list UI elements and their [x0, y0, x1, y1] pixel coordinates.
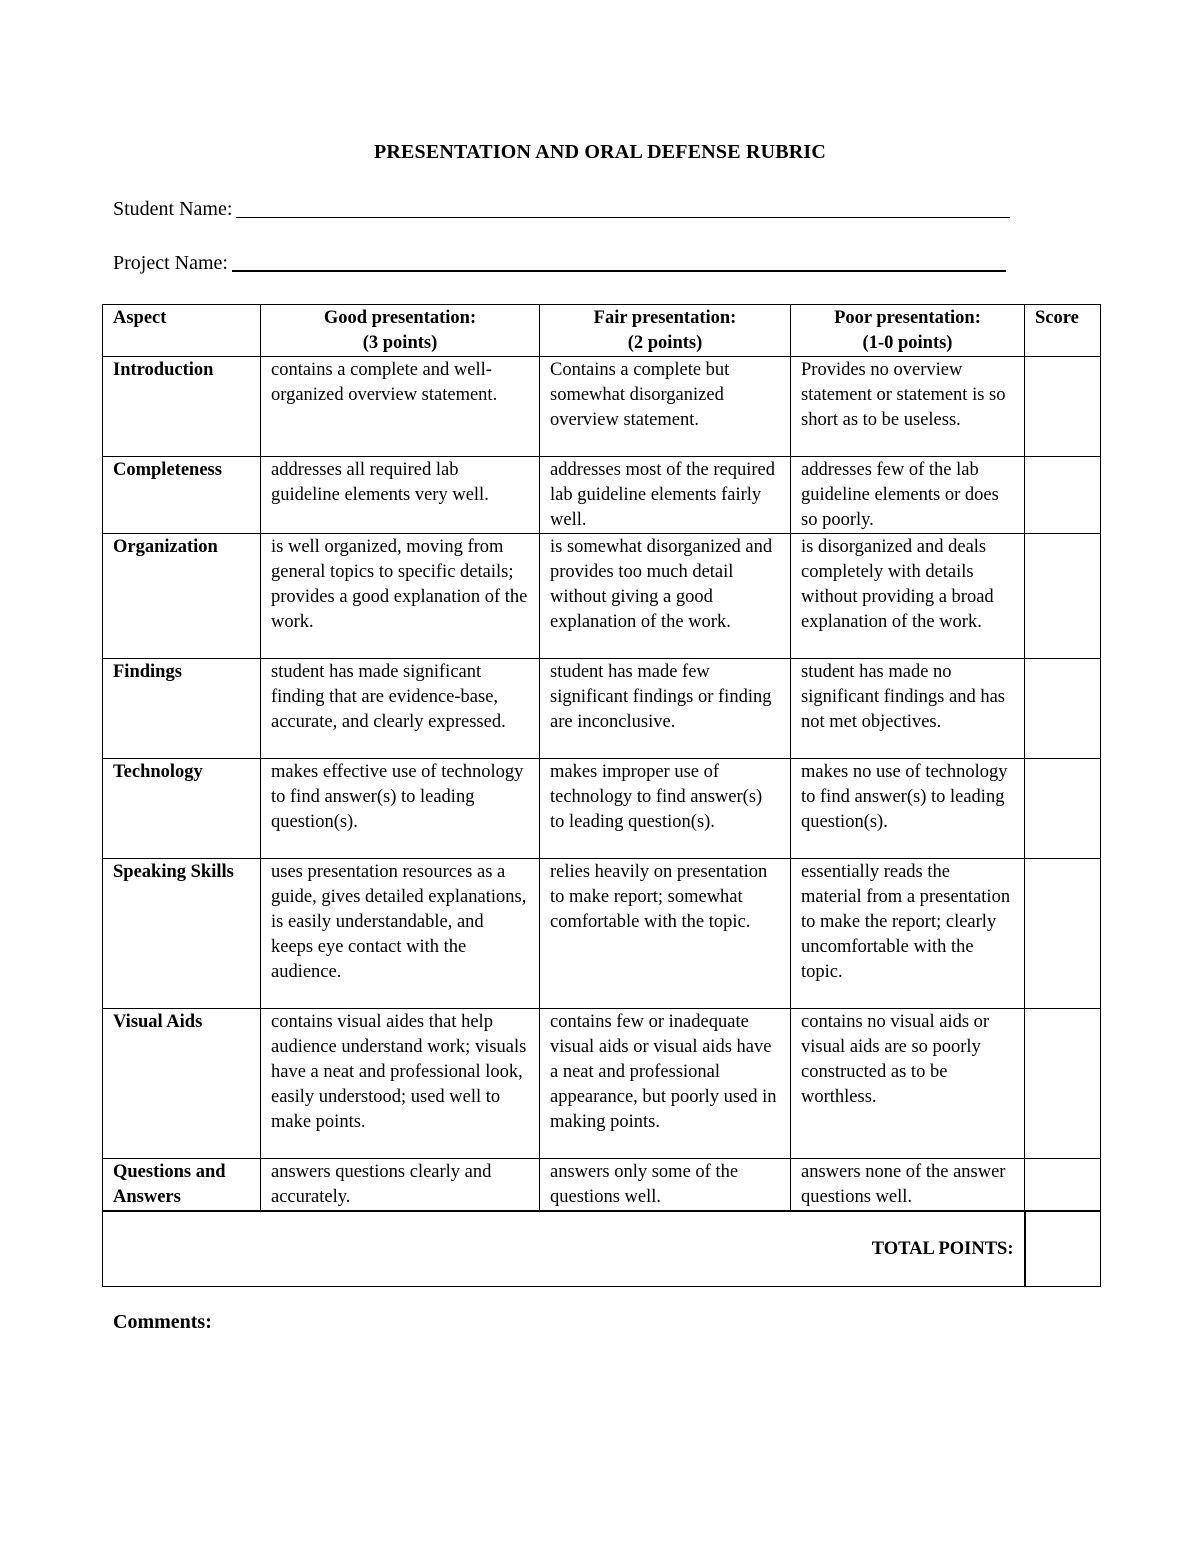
page-title: PRESENTATION AND ORAL DEFENSE RUBRIC	[373, 141, 827, 163]
score-cell[interactable]	[1025, 759, 1101, 859]
table-row	[103, 357, 1101, 457]
fair-cell: relies heavily on presentation to make report; somewhat comfortable with the topic.	[540, 859, 791, 1009]
table-header-row	[103, 305, 1101, 357]
score-cell[interactable]	[1025, 534, 1101, 659]
rubric-table	[102, 304, 1101, 1287]
aspect-cell: Questions and Answers	[103, 1159, 261, 1212]
good-cell: student has made significant finding that are evidence-base, accurate, and clearly expressed.	[261, 659, 540, 759]
table-row	[103, 759, 1101, 859]
header-fair	[540, 305, 791, 357]
student-name-label: Student Name:	[113, 198, 233, 220]
table-row	[103, 534, 1101, 659]
score-cell[interactable]	[1025, 457, 1101, 534]
poor-cell: essentially reads the material from a presentation to make the report; clearly uncomfortable with the topic.	[791, 859, 1025, 1009]
fair-cell: contains few or inadequate visual aids or visual aids have a neat and professional appearance, but poorly used in making points.	[540, 1009, 791, 1159]
project-name-label: Project Name:	[113, 252, 228, 274]
table-row	[103, 457, 1101, 534]
fair-cell: makes improper use of technology to find answer(s) to leading question(s).	[540, 759, 791, 859]
student-name-blank-line	[236, 216, 1010, 218]
aspect-cell: Findings	[103, 659, 261, 759]
header-poor-title: Poor presentation:	[834, 308, 981, 328]
aspect-cell: Introduction	[103, 357, 261, 457]
table-row	[103, 859, 1101, 1009]
poor-cell: is disorganized and deals completely with details without providing a broad explanation of the work.	[791, 534, 1025, 659]
poor-cell: makes no use of technology to find answer(s) to leading question(s).	[791, 759, 1025, 859]
poor-cell: Provides no overview statement or statement is so short as to be useless.	[791, 357, 1025, 457]
fair-cell: Contains a complete but somewhat disorganized overview statement.	[540, 357, 791, 457]
aspect-cell: Completeness	[103, 457, 261, 534]
fair-cell: answers only some of the questions well.	[540, 1159, 791, 1212]
comments-label: Comments:	[113, 1311, 212, 1333]
poor-cell: contains no visual aids or visual aids are so poorly constructed as to be worthless.	[791, 1009, 1025, 1159]
score-cell[interactable]	[1025, 357, 1101, 457]
fair-cell: addresses most of the required lab guideline elements fairly well.	[540, 457, 791, 534]
fair-cell: student has made few significant findings or finding are inconclusive.	[540, 659, 791, 759]
good-cell: answers questions clearly and accurately.	[261, 1159, 540, 1212]
table-row	[103, 1009, 1101, 1159]
aspect-cell: Visual Aids	[103, 1009, 261, 1159]
good-cell: contains a complete and well-organized overview statement.	[261, 357, 540, 457]
header-good	[261, 305, 540, 357]
header-fair-points: (2 points)	[627, 333, 703, 353]
score-cell[interactable]	[1025, 1009, 1101, 1159]
aspect-cell: Speaking Skills	[103, 859, 261, 1009]
header-good-points: (3 points)	[362, 333, 438, 353]
header-poor	[791, 305, 1025, 357]
score-cell[interactable]	[1025, 859, 1101, 1009]
total-points-score-cell[interactable]	[1025, 1211, 1101, 1287]
good-cell: is well organized, moving from general topics to specific details; provides a good explanation of the work.	[261, 534, 540, 659]
poor-cell: answers none of the answer questions well.	[791, 1159, 1025, 1212]
table-row	[103, 1159, 1101, 1212]
student-name-field	[113, 198, 1010, 221]
aspect-cell: Organization	[103, 534, 261, 659]
project-name-blank-line	[232, 269, 1006, 272]
total-points-label: TOTAL POINTS:	[103, 1211, 1025, 1287]
score-cell[interactable]	[1025, 659, 1101, 759]
total-points-row	[103, 1211, 1101, 1287]
good-cell: makes effective use of technology to find answer(s) to leading question(s).	[261, 759, 540, 859]
header-fair-title: Fair presentation:	[593, 308, 737, 328]
good-cell: uses presentation resources as a guide, gives detailed explanations, is easily understandable, and keeps eye contact with the audience.	[261, 859, 540, 1009]
project-name-field	[113, 252, 1006, 275]
header-score: Score	[1025, 305, 1101, 357]
good-cell: addresses all required lab guideline elements very well.	[261, 457, 540, 534]
header-poor-points: (1-0 points)	[862, 333, 953, 353]
fair-cell: is somewhat disorganized and provides too much detail without giving a good explanation of the work.	[540, 534, 791, 659]
good-cell: contains visual aides that help audience understand work; visuals have a neat and professional look, easily understood; used well to make points.	[261, 1009, 540, 1159]
aspect-cell: Technology	[103, 759, 261, 859]
poor-cell: student has made no significant findings and has not met objectives.	[791, 659, 1025, 759]
header-aspect: Aspect	[103, 305, 261, 357]
score-cell[interactable]	[1025, 1159, 1101, 1212]
header-good-title: Good presentation:	[323, 308, 477, 328]
poor-cell: addresses few of the lab guideline elements or does so poorly.	[791, 457, 1025, 534]
table-row	[103, 659, 1101, 759]
